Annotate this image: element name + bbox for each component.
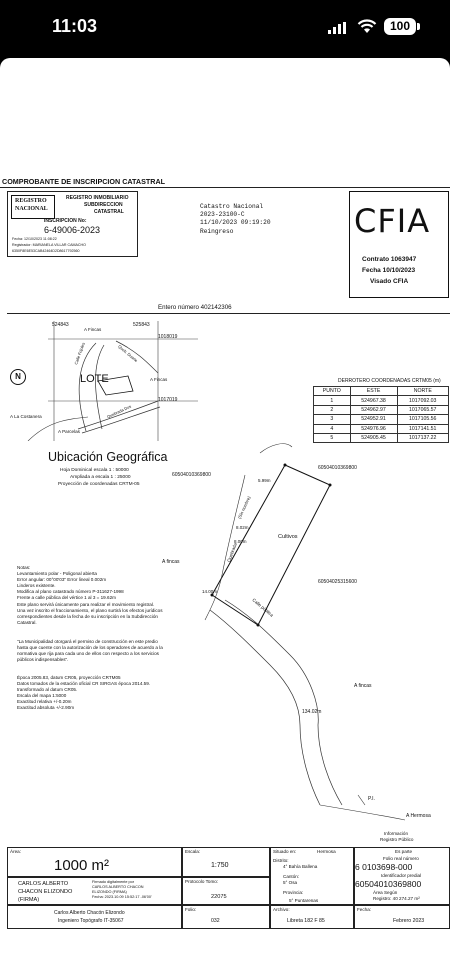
ubicacion-ampliada: Ampliada a escala 1 : 25000	[70, 475, 131, 480]
inscripcion-number: 6-49006-2023	[44, 225, 101, 235]
plan-dist-road: 134.02m	[302, 709, 322, 715]
cfia-box	[349, 191, 449, 298]
coord-header-row: PUNTO ESTE NORTE	[314, 387, 449, 396]
folio-real-box: Es parte Folio real número 6 0103698-000 Identificador predial 60504010369800 Área Según Registro: 40 274.27 m²	[354, 847, 450, 905]
plan-dist-low: 8.00m	[234, 539, 247, 544]
registry-title-3: CATASTRAL	[94, 209, 124, 215]
registro-publico-1: Información	[384, 831, 409, 836]
identificador-value: 60504010369800	[355, 879, 422, 889]
location-map	[8, 321, 198, 441]
registry-title-1: REGISTRO INMOBILIARIO	[66, 195, 129, 201]
map-n-top: 1018019	[158, 334, 178, 340]
plan-cultivos: Cultivos	[278, 534, 298, 540]
ubicacion-title: Ubicación Geográfica	[48, 450, 168, 464]
surveyor-title: Ingeniero Topógrafo IT-35067	[58, 918, 124, 924]
plan-dist-top: 5.99m	[258, 478, 271, 483]
map-e-left: 524843	[52, 322, 69, 328]
table-row: 1 524967.38 1017092.03	[314, 396, 449, 405]
plan-quebrada: Quebrada	[226, 542, 238, 563]
area-value: 1000 m²	[54, 857, 110, 874]
plan-code-mid: 60504025315600	[318, 579, 357, 585]
battery-tip	[417, 23, 420, 30]
notes-block: Notas: Levantamiento polar - Poligonal abierta Error angular: 00°00'03" Error lineal 0.002m Linderos existente. Modifica al plano catastrado número P-311627-1998 Frente a calle pública del vértice 1 al 3 = 19.62m Este plano servirá únicamente para realizar el movimiento registral. Una vez inscrito el fraccionamiento, el plano surtirá los efectos jurídicos correspondientes desde la fecha de su inscripción en la Subdirección Catastral.	[17, 565, 163, 625]
cellular-signal-icon	[328, 22, 348, 34]
epoch-notes: Época 2005.83, datum CR05, proyección CRTM05 Datos tomados de la estación oficial CR SIRGAS época 2014.59. transformado al datum CR05. Escala del mapa 1:5000 Exactitud relativa +/-0.20m Exactitud absoluta +/-2.90m	[17, 675, 151, 711]
escala-box: Escala: 1:750	[182, 847, 270, 877]
plan-dist-mid: 8.02m	[236, 525, 249, 530]
surveyor-box: CARLOS ALBERTO CHACON ELIZONDO (FIRMA) Firmado digitalmente por CARLOS ALBERTO CHACON ELIZONDO (FIRMA) Fecha: 2023.10.09 15:52:17 -06'00'	[7, 877, 182, 905]
ubicacion-proyeccion: Proyección de coordenadas CRTM-05	[58, 482, 140, 487]
folio-real-value: 6 0103698-000	[355, 862, 413, 872]
registro-publico-2: Registro Público	[380, 837, 414, 842]
battery-icon: 100	[384, 18, 416, 35]
registry-code: 6350F8E6E53CAB42464D2D8617792560	[12, 249, 80, 253]
cfia-fecha: Fecha 10/10/2023	[362, 267, 416, 274]
map-parcelas: A Parcelas	[58, 429, 80, 434]
plan-hermosa: A Hermosa	[406, 813, 431, 819]
escala-value: 1:750	[211, 862, 229, 869]
survey-plan-drawing	[150, 425, 450, 845]
status-time: 11:03	[52, 16, 98, 36]
map-quebrada-duarte: Queb. Duarte	[117, 343, 139, 364]
entero-number: Entero número 402142306	[158, 304, 232, 311]
plan-fincas-left: A fincas	[162, 559, 180, 565]
map-e-right: 525843	[133, 322, 150, 328]
registry-title-2: SUBDIRECCION	[84, 202, 123, 208]
plan-sin-nombre: (Sin nombre)	[236, 495, 252, 520]
registry-box	[7, 191, 138, 257]
map-lote: LOTE	[80, 373, 109, 385]
municipal-note: "La Municipalidad otorgará el permiso de construcción en este predio hasta que cuente con la autorización de los operadores de acuerdo a la normativa que rija para cada uno de ellos con respecto a los servicios públicos indispensables".	[17, 639, 163, 663]
document-title: COMPROBANTE DE INSCRIPCION CATASTRAL	[2, 177, 166, 186]
plan-code-right: 60504010369800	[318, 465, 357, 471]
wifi-icon	[357, 19, 377, 34]
plan-code-left: 60504010369800	[172, 472, 211, 478]
protocolo-box: Protocolo Tomo: 22075	[182, 877, 270, 905]
cadastral-document: COMPROBANTE DE INSCRIPCION CATASTRAL REGISTRO NACIONAL REGISTRO INMOBILIARIO SUBDIRECCION CATASTRAL INSCRIPCION No: 6-49006-2023 Fecha: 12/10/2023 11:08:22 Registrador: MARIANELA VILLAR CAMACHO 6350F8E6E53CAB42464D2D8617792560 Catastro Nacional 2023-23100-C 11/10/2023 09:19:20 Reingreso CFIA Contrato 1063947 Fecha 10/10/2023 Visado CFIA Entero número 402142306 524843 525843 1018019 1017019 A Fincas A Fincas Calle Frijoles Quebrada Dos Queb. Duarte LOTE A La Costanera A Parcelas N Ubicación Geográfica Hoja Dominical escala 1 : 50000 Ampliada a escala 1 : 25000 Proyección de coordenadas CRTM-05 DERROTERO COORDENADAS CRTM05 (m) PUNTO ESTE NORTE 1 524967.38 1017092.03 2 524962.97 1017065.57 3 524952.91 1017105.56 4 524976.96 1017141.51 5 524905.45 1017137.22 60504010369800 60504010369800 60504025315600 Cultivos (Sin nombre) Quebrada Calle pública A fincas A fincas A Hermosa P.I. 5.99m 8.02m 8.00m 14.00m 134.02m Notas: Levantamiento polar - Poligonal abierta Error angular: 00°00'03" Error lineal 0.002m Linderos existente. Modifica al plano catastrado número P-311627-1998 Frente a calle pública del vértice 1 al 3 = 19.62m Este plano servirá únicamente para realizar el movimiento registral. Una vez inscrito el fraccionamiento, el plano surtirá los efectos jurídicos correspondientes desde la fecha de su inscripción en la Subdirección Catastral. "La Municipalidad otorgará el permiso de construcción en este predio hasta que cuente con la autorización de los operadores de acuerdo a la normativa que rija para cada uno de ellos con respecto a los servicios públicos indispensables". Época 2005.83, datum CR05, proyección CRTM05 Datos tomados de la estación oficial CR SIRGAS época 2014.59. transformado al datum CR05. Escala del mapa 1:5000 Exactitud relativa +/-0.20m Exactitud absoluta +/-2.90m Información Registro Público Área: 1000 m² Escala: 1:750 Situado en: Hermosa Distrito: 4° Bahía Ballena Cantón: 5° Osa Provincia: 5° Puntarenas Es parte Folio real número 6 0103698-000 Identificador predial 60504010369800 Área Según Registro: 40 274.27 m² CARLOS ALBERTO CHACON ELIZONDO (FIRMA) Firmado digitalmente por CARLOS ALBERTO CHACON ELIZONDO (FIRMA) Fecha: 2023.10.09 15:52:17 -06'00' Protocolo Tomo: 22075	[0, 175, 450, 905]
plan-calle-publica: Calle pública	[251, 597, 275, 618]
table-row: 2 524962.97 1017065.57	[314, 405, 449, 414]
table-row: 4 524976.96 1017141.51	[314, 424, 449, 433]
registry-fecha: Fecha: 12/10/2023 11:08:22	[12, 237, 57, 241]
situado-box: Situado en: Hermosa Distrito: 4° Bahía Ballena Cantón: 5° Osa Provincia: 5° Puntarenas	[270, 847, 354, 905]
map-calle: Calle Frijoles	[73, 341, 86, 366]
north-arrow-icon: N	[10, 369, 26, 385]
map-n-bottom: 1017019	[158, 397, 178, 403]
cfia-contrato: Contrato 1063947	[362, 256, 417, 263]
plan-dist-street: 14.00m	[202, 589, 218, 594]
coord-title: DERROTERO COORDENADAS CRTM05 (m)	[338, 378, 441, 384]
registro-nacional-logo: REGISTRO NACIONAL	[11, 195, 55, 219]
cfia-visado: Visado CFIA	[370, 278, 409, 285]
plan-fincas-right: A fincas	[354, 683, 372, 689]
map-fincas-right: A Fincas	[150, 377, 168, 382]
area-box: Área: 1000 m²	[7, 847, 182, 877]
footer-bottom-row: Carlos Alberto Chacón Elizondo Ingeniero Topógrafo IT-35067 Folio: 032 Archivo: Libreta 182 F 85 Fecha: Febrero 2023	[0, 905, 450, 935]
map-costanera: A La Costanera	[10, 414, 42, 419]
plan-pi: P.I.	[368, 796, 375, 802]
image-viewer[interactable]	[0, 58, 450, 974]
map-quebrada-dos: Quebrada Dos	[106, 403, 132, 420]
table-row: 5 524905.45 1017137.22	[314, 433, 449, 442]
surveyor-full-name: Carlos Alberto Chacón Elizondo	[54, 910, 125, 916]
cfia-logo: CFIA	[354, 202, 431, 240]
registry-registrador: Registrador: MARIANELA VILLAR CAMACHO	[12, 243, 86, 247]
status-bar	[0, 0, 450, 56]
ubicacion-hoja: Hoja Dominical escala 1 : 50000	[60, 468, 129, 473]
map-fincas-top: A Fincas	[84, 327, 102, 332]
inscripcion-label: INSCRIPCION No:	[44, 218, 87, 224]
table-row: 3 524952.91 1017105.56	[314, 415, 449, 424]
